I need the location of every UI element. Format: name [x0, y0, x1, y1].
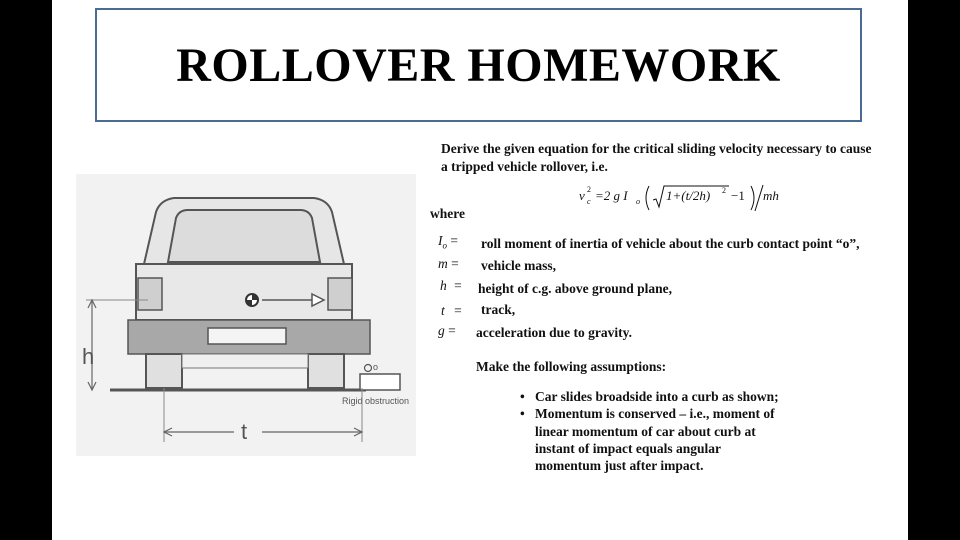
- eq-denominator: mh: [763, 188, 779, 203]
- def-text-h: height of c.g. above ground plane,: [478, 281, 673, 296]
- def-symbol-io-eq: =: [450, 233, 458, 248]
- assumption-continuation: momentum just after impact.: [535, 458, 704, 473]
- def-symbol-m-eq: =: [451, 256, 459, 271]
- h-dimension-label: h: [82, 344, 95, 369]
- underbody: [182, 354, 308, 368]
- eq-lhs-sub: c: [587, 197, 591, 206]
- def-symbol-io-main: I: [438, 233, 443, 248]
- def-text-g: acceleration due to gravity.: [476, 325, 632, 340]
- license-plate: [208, 328, 286, 344]
- eq-right-paren: [751, 186, 754, 210]
- slide-title: ROLLOVER HOMEWORK: [176, 38, 781, 92]
- rollover-diagram: [76, 174, 416, 456]
- def-symbol-m: [438, 256, 459, 272]
- tail-light-left: [138, 278, 162, 310]
- assumption-item: • Momentum is conserved – i.e., moment of: [518, 405, 779, 422]
- assumption-continuation: linear momentum of car about curb at: [535, 424, 756, 439]
- def-symbol-t-eq: =: [454, 303, 462, 318]
- def-text-io: roll moment of inertia of vehicle about the curb contact point “o”,: [481, 236, 860, 251]
- obstruction-label: Rigid obstruction: [342, 396, 410, 406]
- eq-minus-one: −1: [731, 188, 745, 203]
- title-box: [95, 8, 862, 122]
- def-symbol-m-main: m: [438, 256, 448, 271]
- eq-rhs-sub: o: [636, 197, 640, 206]
- car-diagram-svg: [76, 174, 416, 456]
- equation-svg: [579, 183, 809, 213]
- t-dimension-label: t: [241, 419, 248, 444]
- eq-lhs: v: [579, 188, 585, 203]
- def-symbol-h-main: h: [440, 278, 447, 293]
- critical-velocity-equation: [579, 183, 809, 217]
- eq-sqrt-sup: 2: [722, 186, 726, 195]
- where-label: where: [430, 206, 465, 221]
- contact-point-o: [365, 365, 372, 372]
- wheel-right: [308, 354, 344, 388]
- eq-lhs-sup: 2: [587, 185, 591, 194]
- def-symbol-t: [441, 303, 462, 319]
- eq-sqrt-inner: 1+(t/2h): [666, 188, 711, 203]
- assumption-continuation: instant of impact equals angular: [535, 441, 722, 456]
- def-symbol-g-eq: =: [448, 323, 456, 338]
- tail-light-right: [328, 278, 352, 310]
- def-symbol-g: [438, 323, 456, 339]
- def-symbol-io-sub: o: [442, 240, 447, 251]
- intro-line-1: Derive the given equation for the critical sliding velocity necessary to cause: [441, 141, 872, 156]
- intro-line-2: a tripped vehicle rollover, i.e.: [441, 159, 608, 174]
- slide: [52, 0, 908, 540]
- def-text-t: track,: [481, 302, 516, 317]
- def-symbol-h: [440, 278, 462, 294]
- rigid-obstruction: [360, 374, 400, 390]
- assumptions-heading: Make the following assumptions:: [476, 359, 667, 374]
- contact-point-label: o: [373, 362, 379, 372]
- car-body: [136, 264, 352, 320]
- eq-rhs-pre: =2 g I: [595, 188, 628, 203]
- rear-window: [168, 210, 320, 262]
- eq-fraction-slash: [755, 185, 763, 211]
- def-symbol-t-main: t: [441, 303, 445, 318]
- def-text-m: vehicle mass,: [481, 258, 556, 273]
- wheel-left: [146, 354, 182, 388]
- assumption-item: • Car slides broadside into a curb as shown;: [518, 388, 779, 405]
- assumptions-list: [518, 388, 779, 422]
- eq-left-paren: [646, 186, 649, 210]
- def-symbol-h-eq: =: [454, 278, 462, 293]
- def-symbol-io: [438, 233, 458, 251]
- def-symbol-g-main: g: [438, 323, 445, 338]
